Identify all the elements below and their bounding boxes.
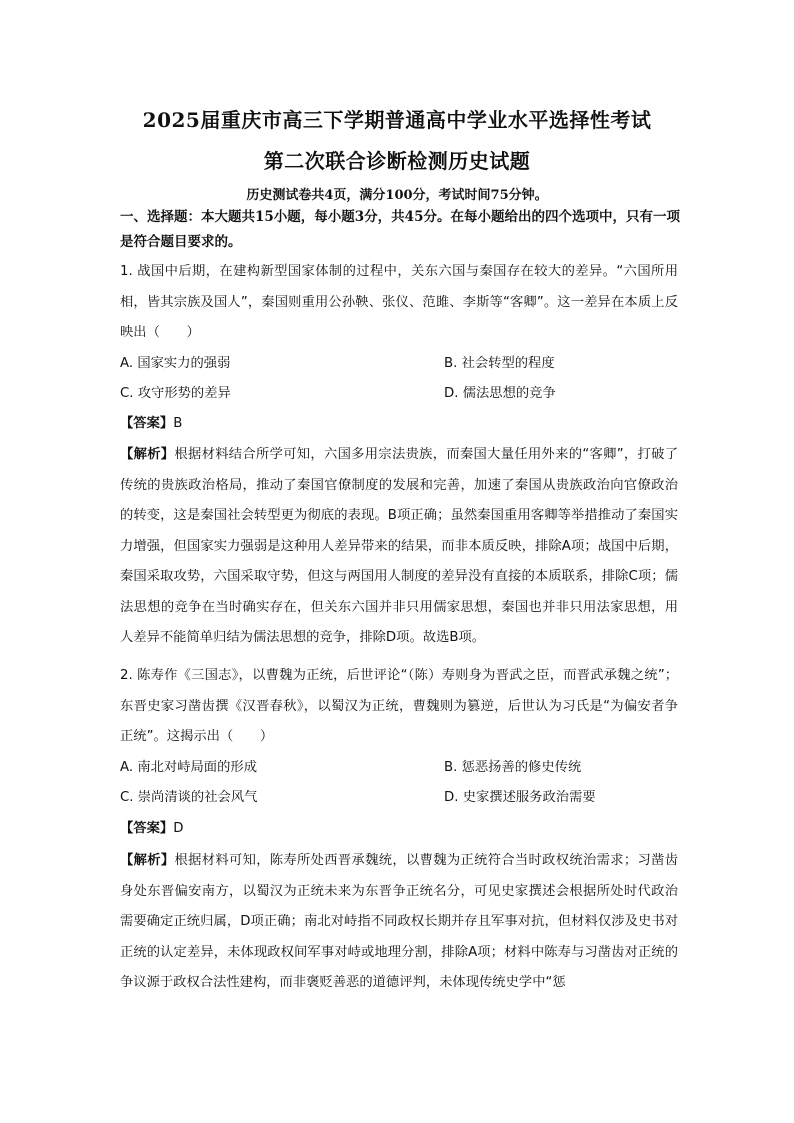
question-2-option-d: D. 史家撰述服务政治需要: [444, 790, 596, 805]
question-2-options-row-1: [120, 753, 680, 783]
document-title-line2: 第二次联合诊断检测历史试题: [263, 149, 531, 173]
question-1-option-d: D. 儒法思想的竞争: [444, 386, 556, 401]
analysis-text: 根据材料可知，陈寿所处西晋承魏统，以曹魏为正统符合当时政权统治需求；习凿齿身处东晋偏安南方，以蜀汉为正统未来为东晋争正统名分，可见史家撰述会根据所处时代政治需要确定正统归属，D项正确；南北对峙指不同政权长期并存且军事对抗，但材料仅涉及史书对正统的认定差异，未体现政权间军事对峙或地理分割，排除A项；材料中陈寿与习凿齿对正统的争议源于政权合法性建构，而非褒贬善恶的道德评判，未体现传统史学中“惩: [120, 853, 679, 990]
document-title-line1: 2025届重庆市高三下学期普通高中学业水平选择性考试: [142, 108, 652, 132]
question-1-option-b: B. 社会转型的程度: [444, 356, 555, 371]
question-2-option-a: A. 南北对峙局面的形成: [120, 760, 257, 775]
question-2-options-row-2: [120, 783, 680, 813]
section-heading: 一、选择题：本大题共15小题，每小题3分，共45分。在每小题给出的四个选项中，只有一项是符合题目要求的。: [120, 209, 680, 250]
analysis-text: 根据材料结合所学可知，六国多用宗法贵族，而秦国大量任用外来的“客卿”，打破了传统的贵族政治格局，推动了秦国官僚制度的发展和完善，加速了秦国从贵族政治向官僚政治的转变，这是秦国社会转型更为彻底的表现。B项正确；虽然秦国重用客卿等举措推动了秦国实力增强，但国家实力强弱是这种用人差异带来的结果，而非本质反映，排除A项；战国中后期，秦国采取攻势，六国采取守势，但这与两国用人制度的差异没有直接的本质联系，排除C项；儒法思想的竞争在当时确实存在，但关东六国并非只用儒家思想，秦国也并非只用法家思想，用人差异不能简单归结为儒法思想的竞争，排除D项。故选B项。: [120, 447, 679, 645]
answer-value: D: [173, 821, 184, 836]
question-2-option-c: C. 崇尚清谈的社会风气: [120, 790, 258, 805]
question-2-answer: [120, 814, 680, 844]
question-2-analysis: [120, 846, 678, 999]
analysis-label: 【解析】: [120, 853, 175, 868]
question-2-stem: 2. 陈寿作《三国志》，以曹魏为正统，后世评论“（陈）寿则身为晋武之臣，而晋武承魏之统”；东晋史家习凿齿撰《汉晋春秋》，以蜀汉为正统，曹魏则为篡逆，后世认为习氏是“为偏安者争正统”。这揭示出（ ）: [120, 668, 678, 744]
question-1-answer: [120, 409, 680, 439]
question-1-stem: 1. 战国中后期，在建构新型国家体制的过程中，关东六国与秦国存在较大的差异。“六国所用相，皆其宗族及国人”，秦国则重用公孙鞅、张仪、范雎、李斯等“客卿”。这一差异在本质上反映出（ ）: [120, 264, 678, 340]
answer-value: B: [173, 416, 183, 431]
answer-label: 【答案】: [120, 416, 174, 431]
question-1-option-c: C. 攻守形势的差异: [120, 386, 231, 401]
answer-label: 【答案】: [120, 821, 174, 836]
question-1-option-a: A. 国家实力的强弱: [120, 356, 231, 371]
exam-info: 历史测试卷共4页，满分100分，考试时间75分钟。: [246, 188, 548, 203]
analysis-label: 【解析】: [120, 447, 175, 462]
question-1-options-row-1: [120, 349, 680, 379]
question-2-option-b: B. 惩恶扬善的修史传统: [444, 760, 582, 775]
question-1-analysis: [120, 440, 678, 654]
question-1-options-row-2: [120, 379, 680, 409]
